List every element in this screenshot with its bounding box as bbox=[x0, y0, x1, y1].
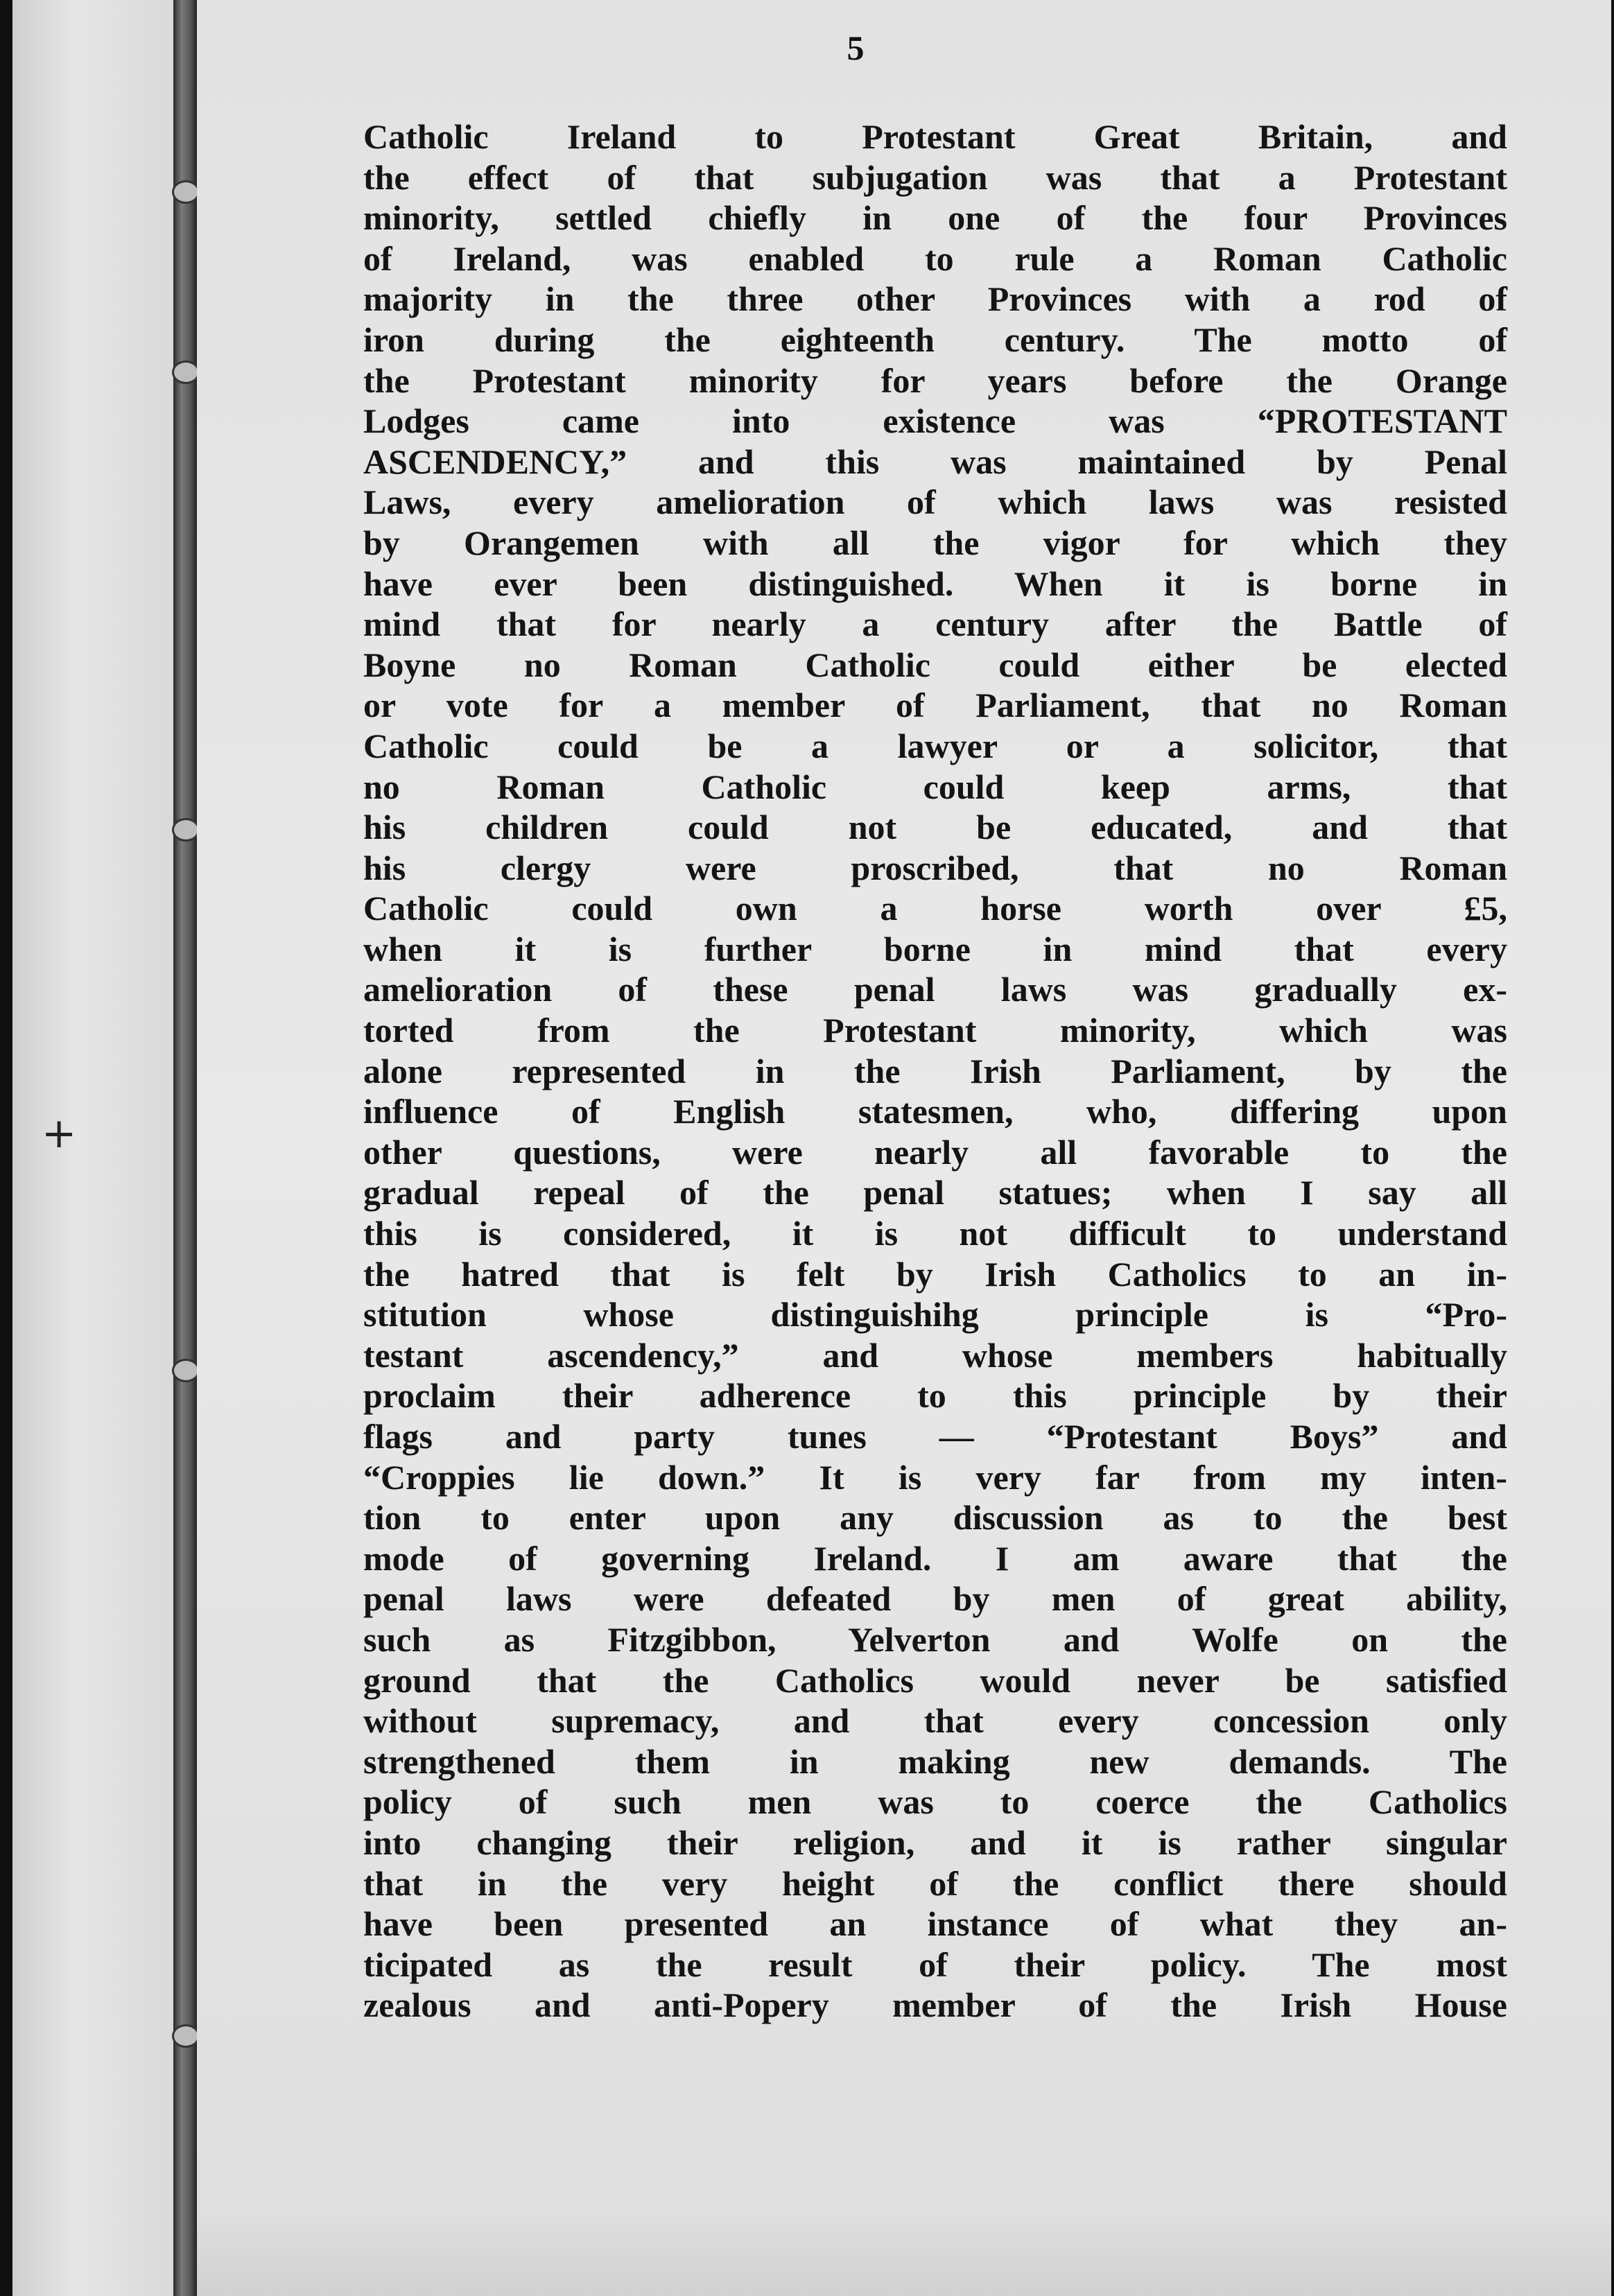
facing-page-edge bbox=[12, 0, 173, 2296]
text-line: Laws, every amelioration of which laws was resisted bbox=[363, 482, 1507, 522]
text-line: testant ascendency,” and whose members habitually bbox=[363, 1335, 1507, 1375]
text-line: no Roman Catholic could keep arms, that bbox=[363, 767, 1507, 806]
text-line: flags and party tunes — “Protestant Boys” and bbox=[363, 1417, 1507, 1456]
text-line: alone represented in the Irish Parliament, by the bbox=[363, 1051, 1507, 1090]
text-line: Boyne no Roman Catholic could either be elected bbox=[363, 645, 1507, 684]
text-line: ASCENDENCY,” and this was maintained by Penal bbox=[363, 442, 1507, 481]
text-line: “Croppies lie down.” It is very far from my inten- bbox=[363, 1457, 1507, 1497]
text-line: tion to enter upon any discussion as to the best bbox=[363, 1498, 1507, 1538]
text-line: have ever been distinguished. When it is borne in bbox=[363, 564, 1507, 603]
text-line: proclaim their adherence to this principle by their bbox=[363, 1376, 1507, 1416]
text-line: mind that for nearly a century after the Battle of bbox=[363, 605, 1507, 644]
text-line: gradual repeal of the penal statues; when I say all bbox=[363, 1173, 1507, 1212]
text-line: have been presented an instance of what they an- bbox=[363, 1904, 1507, 1944]
text-line: without supremacy, and that every concession only bbox=[363, 1701, 1507, 1741]
text-line: torted from the Protestant minority, which was bbox=[363, 1011, 1507, 1050]
text-line: his clergy were proscribed, that no Roman bbox=[363, 848, 1507, 887]
text-line: into changing their religion, and it is rather singular bbox=[363, 1823, 1507, 1862]
text-line: stitution whose distinguishihg principle is “Pro- bbox=[363, 1295, 1507, 1334]
stitch-hole bbox=[172, 360, 200, 384]
margin-cross-mark: + bbox=[42, 1109, 77, 1158]
stitch-hole bbox=[172, 1359, 200, 1382]
text-line: that in the very height of the conflict there should bbox=[363, 1863, 1507, 1903]
text-line: or vote for a member of Parliament, that no Roman bbox=[363, 686, 1507, 725]
text-line: by Orangemen with all the vigor for which they bbox=[363, 523, 1507, 562]
text-line: other questions, were nearly all favorable to the bbox=[363, 1132, 1507, 1172]
text-line: amelioration of these penal laws was gradually ex- bbox=[363, 970, 1507, 1009]
stitch-hole bbox=[172, 818, 200, 842]
text-line: minority, settled chiefly in one of the four Provinces bbox=[363, 198, 1507, 238]
text-line: of Ireland, was enabled to rule a Roman Catholic bbox=[363, 238, 1507, 278]
text-line: when it is further borne in mind that every bbox=[363, 929, 1507, 968]
text-line: majority in the three other Provinces with a rod of bbox=[363, 279, 1507, 319]
text-line: the hatred that is felt by Irish Catholics to an in- bbox=[363, 1254, 1507, 1294]
text-line: the Protestant minority for years before the Orange bbox=[363, 360, 1507, 400]
page-bottom-edge bbox=[197, 2213, 1611, 2296]
text-line: influence of English statesmen, who, differing upon bbox=[363, 1092, 1507, 1131]
text-line: ticipated as the result of their policy. The most bbox=[363, 1945, 1507, 1984]
text-line: the effect of that subjugation was that a Protestant bbox=[363, 157, 1507, 197]
text-line: ground that the Catholics would never be satisfied bbox=[363, 1660, 1507, 1700]
printed-page bbox=[197, 0, 1611, 2296]
body-text bbox=[363, 116, 1507, 2026]
text-line: Catholic Ireland to Protestant Great Britain, and bbox=[363, 117, 1507, 156]
text-line: policy of such men was to coerce the Catholics bbox=[363, 1782, 1507, 1822]
text-line: iron during the eighteenth century. The motto of bbox=[363, 320, 1507, 359]
text-line: this is considered, it is not difficult to understand bbox=[363, 1214, 1507, 1253]
text-line: zealous and anti-Popery member of the Irish House bbox=[363, 1985, 1507, 2025]
text-line: strengthened them in making new demands. The bbox=[363, 1741, 1507, 1781]
stitch-hole bbox=[172, 2024, 200, 2048]
text-line: Catholic could own a horse worth over £5, bbox=[363, 889, 1507, 928]
page-number: 5 bbox=[847, 28, 865, 67]
text-line: Lodges came into existence was “PROTESTANT bbox=[363, 401, 1507, 441]
stitch-hole bbox=[172, 180, 200, 204]
text-line: such as Fitzgibbon, Yelverton and Wolfe on the bbox=[363, 1619, 1507, 1659]
text-line: penal laws were defeated by men of great ability, bbox=[363, 1579, 1507, 1619]
text-line: mode of governing Ireland. I am aware that the bbox=[363, 1538, 1507, 1578]
text-line: Catholic could be a lawyer or a solicitor, that bbox=[363, 726, 1507, 765]
text-line: his children could not be educated, and that bbox=[363, 808, 1507, 847]
